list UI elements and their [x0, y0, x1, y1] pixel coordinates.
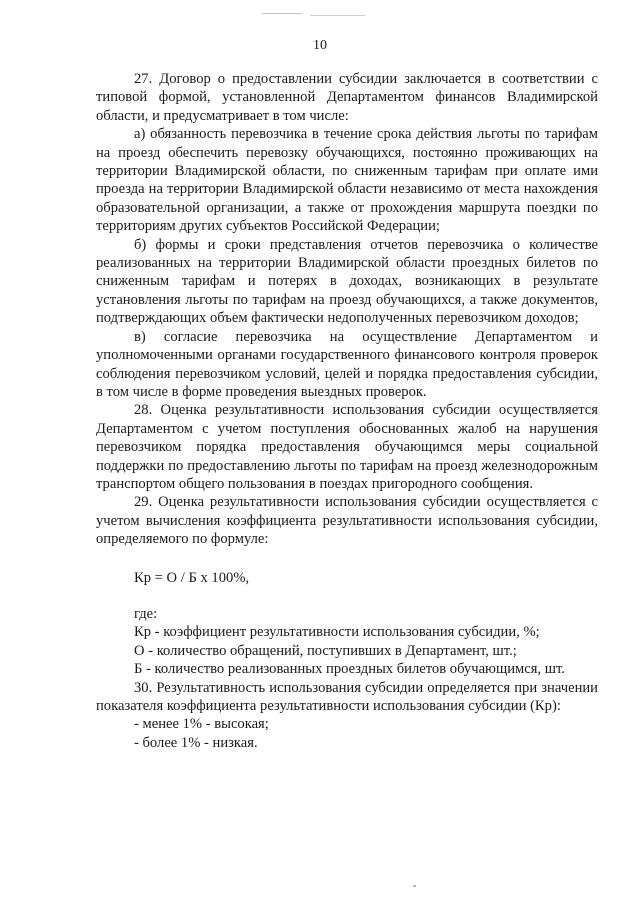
paragraph-27c: в) согласие перевозчика на осуществление Департаментом и уполномоченными органами государственного финансового контроля проверок соблюдения перевозчиком условий, целей и порядка предоставления субсидии, в том числе в форме проведения выездных проверок. — [96, 328, 598, 400]
definition-kr: Кр - коэффициент результативности использования субсидии, %; — [134, 624, 540, 641]
scan-speck — [310, 15, 365, 16]
paragraph-28: 28. Оценка результативности использования субсидии осуществляется Департаментом с учетом поступления обоснованных жалоб на нарушения перевозчиком порядка предоставления обучающимся меры социальной поддержки по предоставлению льготы по тарифам на проезд железнодорожным транспортом общего пользования в поездах пригородного сообщения. — [96, 402, 598, 492]
document-body — [96, 70, 598, 752]
formula: Кр = О / Б х 100%, — [134, 569, 250, 586]
definition-b: Б - количество реализованных проездных билетов обучающимся, шт. — [134, 661, 565, 678]
result-low: - менее 1% - высокая; — [134, 716, 269, 733]
paragraph-29: 29. Оценка результативности использования субсидии осуществляется с учетом вычисления коэффициента результативности использования субсидии, определяемого по формуле: — [96, 494, 598, 548]
page-number: 10 — [313, 38, 327, 53]
scan-speck — [262, 13, 302, 14]
where-label: где: — [134, 605, 158, 622]
result-high: - более 1% - низкая. — [134, 734, 258, 751]
paragraph-27a: а) обязанность перевозчика в течение срока действия льготы по тарифам на проезд обеспечить перевозку обучающихся, постоянно проживающих на территории Владимирской области, по сниженным тарифам при оплате ими проезда на территории Владимирской области независимо от места нахождения образовательной организации, а также от прохождения маршрута поездки по территориям других субъектов Российской Федерации; — [96, 126, 598, 235]
definition-o: О - количество обращений, поступивших в Департамент, шт.; — [134, 642, 517, 659]
scan-speck — [413, 885, 416, 887]
paragraph-27: 27. Договор о предоставлении субсидии заключается в соответствии с типовой формой, установленной Департаментом финансов Владимирской области, и предусматривает в том числе: — [96, 71, 598, 124]
paragraph-27b: б) формы и сроки представления отчетов перевозчика о количестве реализованных на территории Владимирской области проездных билетов по сниженным тарифам и потерях в доходах, возникающих в результате установления льготы по тарифам на проезд обучающихся, а также документов, подтверждающих объем фактически недополученных перевозчиком доходов; — [96, 236, 598, 327]
paragraph-30: 30. Результативность использования субсидии определяется при значении показателя коэффициента результативности использования субсидии (Кр): — [96, 679, 598, 714]
